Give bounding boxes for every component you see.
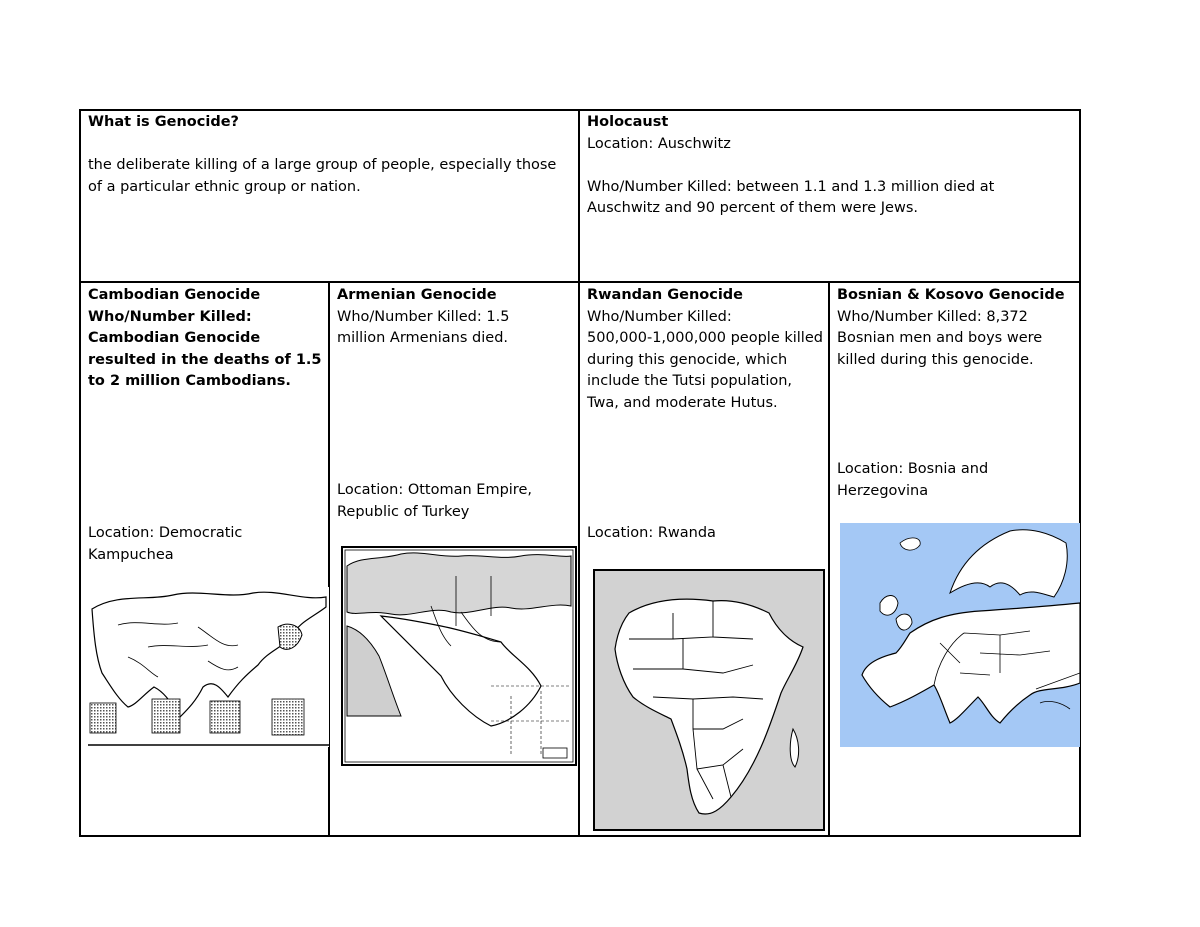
bosnian-location: Location: Bosnia and Herzegovina bbox=[837, 461, 989, 499]
holocaust-location: Location: Auschwitz bbox=[587, 135, 731, 152]
rwandan-killed-label: Who/Number Killed: bbox=[587, 308, 732, 325]
cambodian-cell bbox=[88, 285, 324, 393]
bosnian-killed: Bosnian men and boys were killed during this genocide. bbox=[837, 330, 1043, 368]
rwandan-title: Rwandan Genocide bbox=[587, 287, 744, 303]
armenian-killed-label: Who/Number Killed: 1.5 bbox=[337, 308, 510, 325]
armenian-cell bbox=[337, 285, 573, 350]
armenian-location: Location: Ottoman Empire, Republic of Turkey bbox=[337, 482, 532, 520]
asia-map bbox=[88, 587, 329, 747]
rwandan-cell bbox=[587, 285, 823, 414]
europe-map bbox=[840, 523, 1080, 747]
bosnian-killed-label: Who/Number Killed: 8,372 bbox=[837, 308, 1028, 325]
cambodian-location: Location: Democratic Kampuchea bbox=[88, 525, 243, 563]
armenian-title: Armenian Genocide bbox=[337, 287, 497, 303]
table-border-bottom bbox=[79, 835, 1081, 837]
cambodian-killed: Cambodian Genocide resulted in the deaths of 1.5 to 2 million Cambodians. bbox=[88, 330, 322, 389]
genocide-definition-cell bbox=[88, 112, 568, 198]
bosnian-cell bbox=[837, 285, 1073, 371]
column-divider-left bbox=[328, 281, 330, 837]
column-divider-right bbox=[828, 281, 830, 837]
definition-title: What is Genocide? bbox=[88, 114, 239, 130]
holocaust-title: Holocaust bbox=[587, 114, 669, 130]
holocaust-cell bbox=[587, 112, 1017, 220]
bosnian-title: Bosnian & Kosovo Genocide bbox=[837, 287, 1065, 303]
cambodian-killed-label: Who/Number Killed: bbox=[88, 308, 252, 325]
middle-east-map bbox=[341, 546, 577, 766]
column-divider-center bbox=[578, 109, 580, 837]
holocaust-killed: Who/Number Killed: between 1.1 and 1.3 million died at Auschwitz and 90 percent of them were Jews. bbox=[587, 178, 995, 216]
rwandan-location: Location: Rwanda bbox=[587, 525, 716, 541]
africa-map bbox=[593, 569, 825, 831]
rwandan-killed: 500,000-1,000,000 people killed during this genocide, which include the Tutsi population, Twa, and moderate Hutus. bbox=[587, 330, 823, 411]
table-border-top bbox=[79, 109, 1081, 111]
row-divider bbox=[79, 281, 1081, 283]
cambodian-title: Cambodian Genocide bbox=[88, 287, 261, 303]
armenian-killed: million Armenians died. bbox=[337, 330, 509, 346]
table-border-left bbox=[79, 109, 81, 837]
definition-text: the deliberate killing of a large group of people, especially those of a particular ethnic group or nation. bbox=[88, 157, 557, 195]
